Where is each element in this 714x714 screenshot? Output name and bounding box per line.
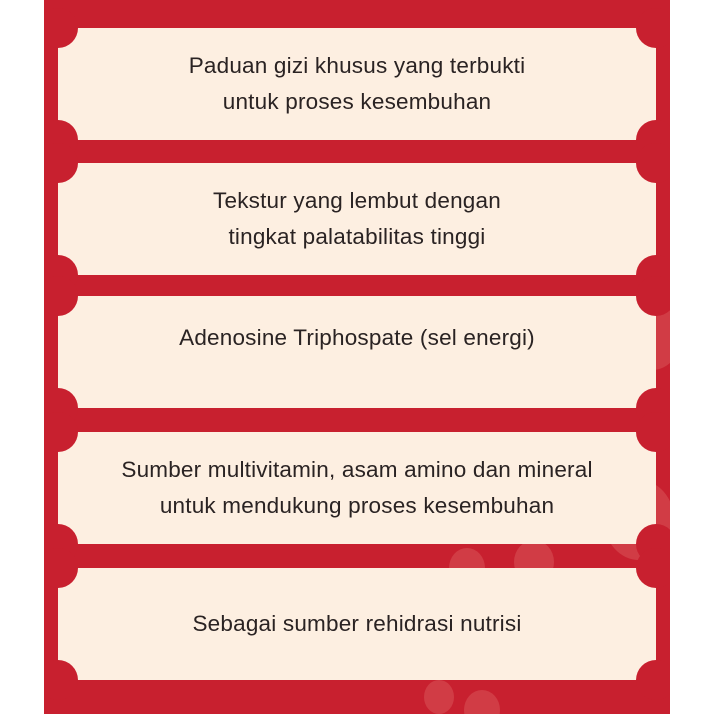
feature-text-4: Sumber multivitamin, asam amino dan mineral untuk mendukung proses kesembuhan bbox=[121, 457, 593, 518]
feature-text-3: Adenosine Triphospate (sel energi) bbox=[179, 325, 535, 350]
red-panel bbox=[44, 0, 670, 714]
feature-card-4 bbox=[58, 432, 656, 544]
feature-card-2 bbox=[58, 163, 656, 275]
feature-card-5 bbox=[58, 568, 656, 680]
feature-text-5: Sebagai sumber rehidrasi nutrisi bbox=[192, 611, 522, 636]
feature-text-2: Tekstur yang lembut dengan tingkat palatabilitas tinggi bbox=[213, 188, 501, 249]
feature-card-3 bbox=[58, 296, 656, 408]
feature-card-1 bbox=[58, 28, 656, 140]
feature-text-1: Paduan gizi khusus yang terbukti untuk proses kesembuhan bbox=[188, 53, 526, 114]
